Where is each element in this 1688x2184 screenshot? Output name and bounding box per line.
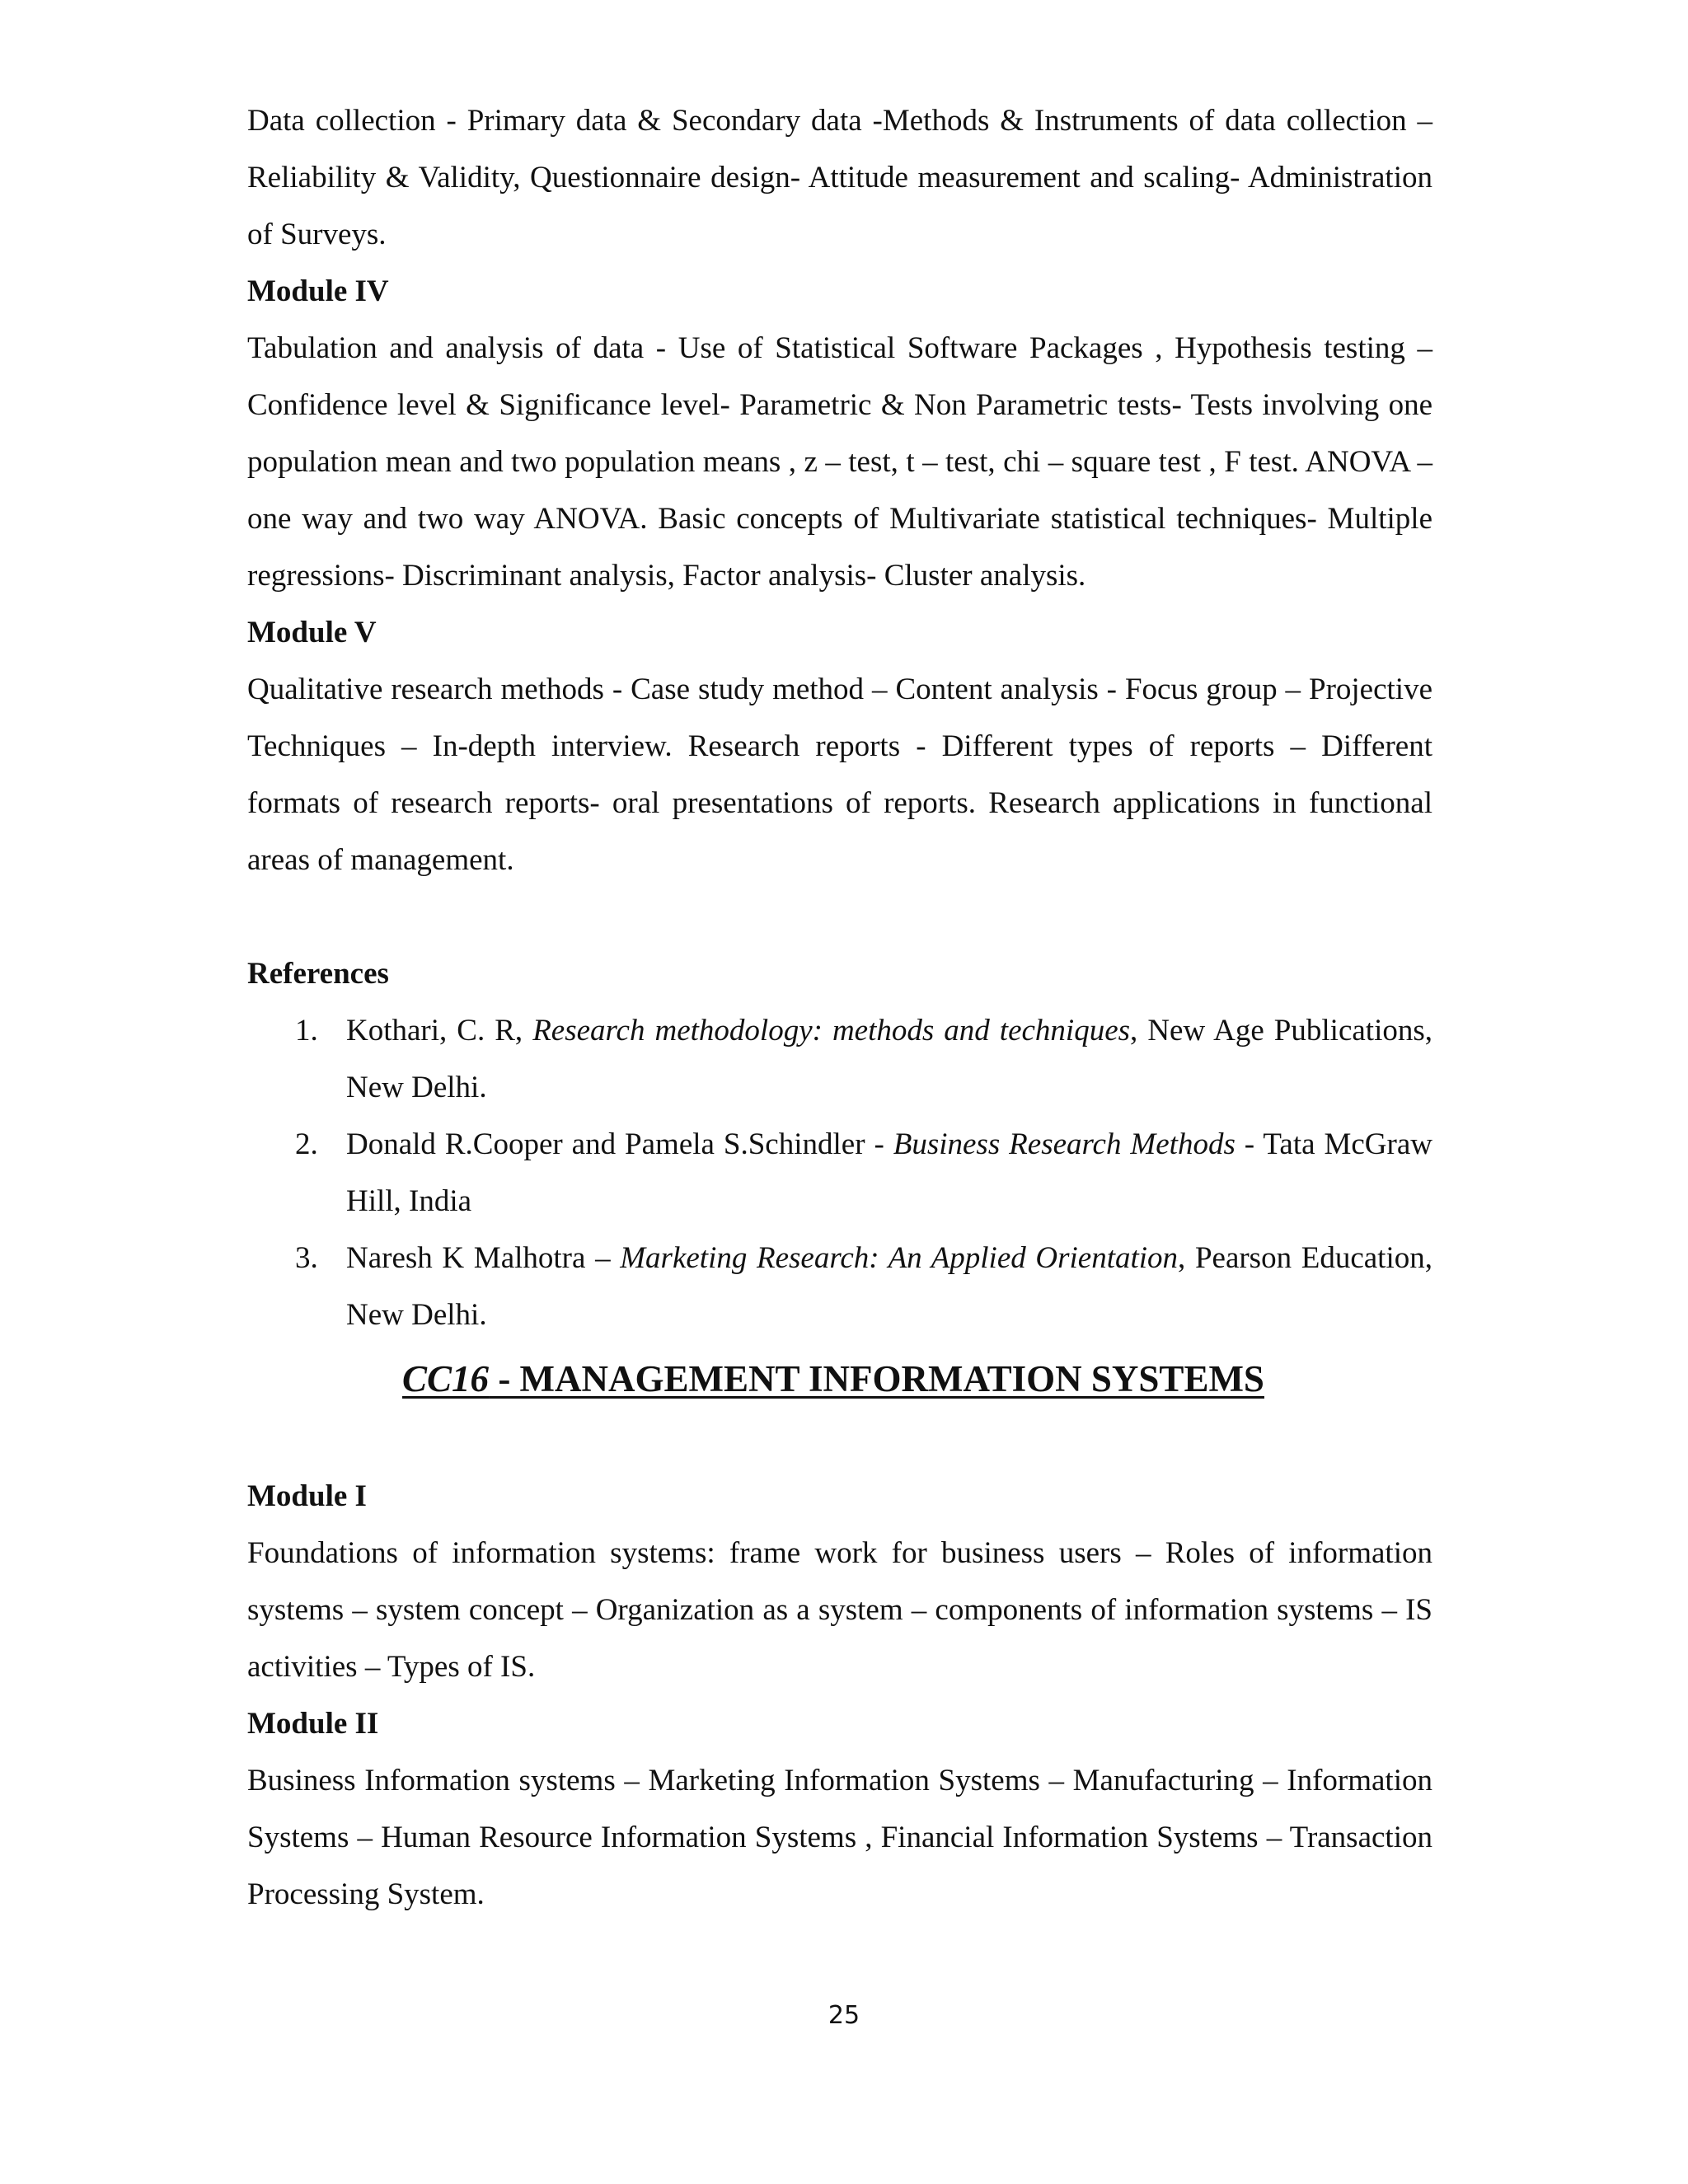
mis-module-1-text: Foundations of information systems: frame work for business users – Roles of information systems – system concept – Organization as a system – components of information systems – IS activities – Types of IS. (247, 1536, 1432, 1684)
module-5-heading: Module V (247, 616, 377, 649)
reference-number: 2. (295, 1127, 318, 1161)
section-spacer (247, 1411, 1432, 1468)
reference-item (247, 1230, 1432, 1343)
reference-publisher: , New Age Publications, New Delhi. (346, 1014, 1432, 1104)
mis-module-2-text: Business Information systems – Marketing Information Systems – Manufacturing – Information Systems – Human Resource Information Systems , Financial Information Systems – Transaction Processing System. (247, 1764, 1432, 1911)
section-spacer (247, 888, 1432, 945)
reference-item (247, 1116, 1432, 1230)
reference-author: Donald R.Cooper and Pamela S.Schindler - (346, 1127, 893, 1161)
reference-title: Business Research Methods (893, 1127, 1236, 1161)
references-heading: References (247, 957, 389, 991)
course-title (247, 1347, 1432, 1411)
reference-publisher: - Tata McGraw Hill, India (346, 1127, 1432, 1218)
module-3-text: Data collection - Primary data & Secondary data -Methods & Instruments of data collection – Reliability & Validity, Questionnaire design- Attitude measurement and scaling- Administration of Surveys. (247, 104, 1432, 251)
module-4-text: Tabulation and analysis of data - Use of Statistical Software Packages , Hypothesis testing – Confidence level & Significance level- Parametric & Non Parametric tests- Tests involving one population mean and two population means , z – test, t – test, chi – square test , F test. ANOVA – one way and two way ANOVA. Basic concepts of Multivariate statistical techniques- Multiple regressions- Discriminant analysis, Factor analysis- Cluster analysis. (247, 331, 1432, 593)
page-number: 25 (828, 2001, 860, 2030)
reference-item (247, 1002, 1432, 1116)
reference-number: 1. (295, 1014, 318, 1047)
mis-module-1-heading: Module I (247, 1479, 367, 1513)
module-5-text: Qualitative research methods - Case study method – Content analysis - Focus group – Projective Techniques – In-depth interview. Research reports - Different types of reports – Different formats of research reports- oral presentations of reports. Research applications in functional areas of management. (247, 673, 1432, 877)
reference-number: 3. (295, 1241, 318, 1275)
document-page (247, 92, 1432, 1923)
references-list (247, 1002, 1432, 1343)
mis-module-2-heading: Module II (247, 1707, 379, 1741)
reference-publisher: , Pearson Education, New Delhi. (346, 1241, 1432, 1332)
course-name: - MANAGEMENT INFORMATION SYSTEMS (489, 1358, 1264, 1399)
reference-author: Kothari, C. R, (346, 1014, 533, 1047)
reference-author: Naresh K Malhotra – (346, 1241, 621, 1275)
reference-title: Research methodology: methods and techniques (532, 1014, 1131, 1047)
course-code: CC16 (402, 1358, 490, 1399)
module-4-heading: Module IV (247, 274, 389, 308)
reference-title: Marketing Research: An Applied Orientation (620, 1241, 1179, 1275)
